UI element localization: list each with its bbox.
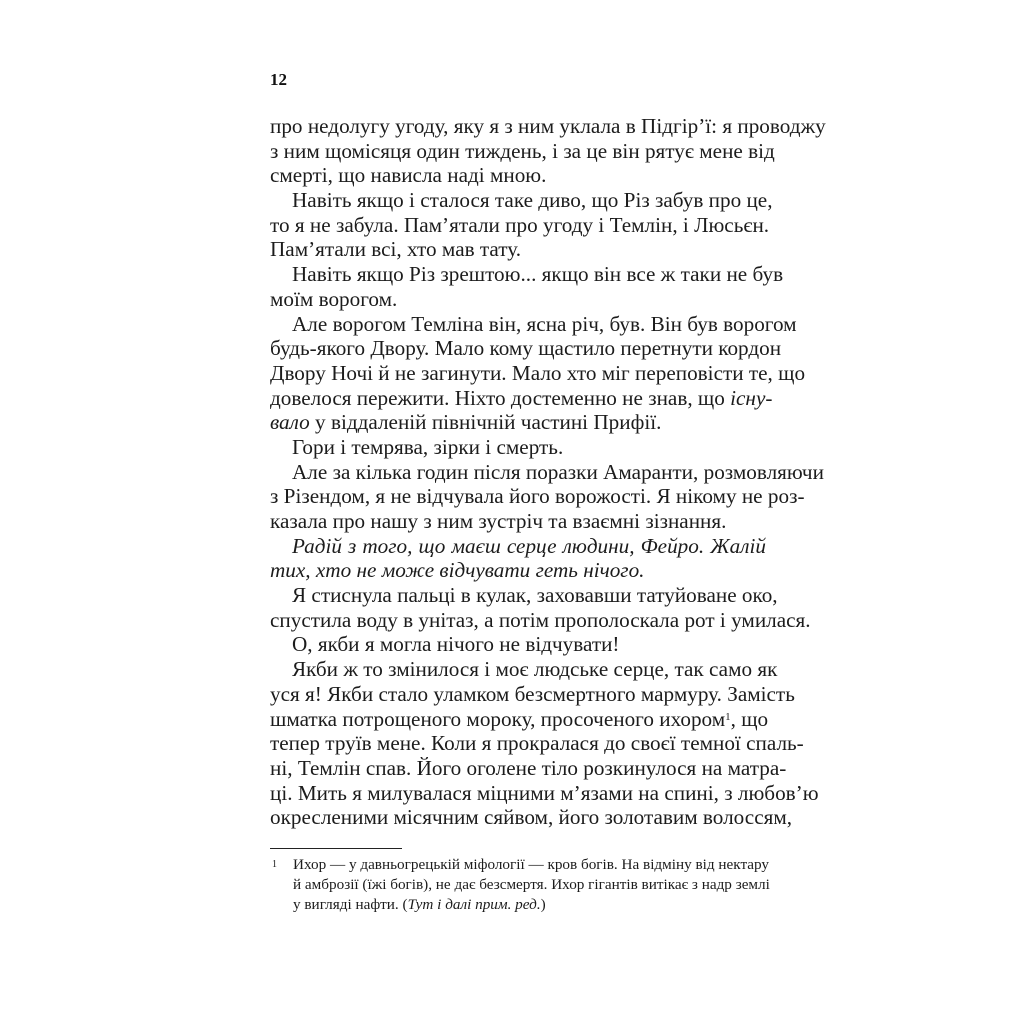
footnote-reference[interactable]: 1 — [725, 710, 731, 723]
footnote-text — [293, 855, 770, 915]
text-line: про недолугу угоду, яку я з ним уклала в Підгір’ї: я проводжу — [270, 114, 826, 138]
text-line: ці. Мить я милувалася міцними м’язами на спині, з любов’ю — [270, 780, 819, 805]
footnote-line — [293, 895, 766, 915]
italic-run: існу- — [730, 385, 773, 410]
text-line: Але за кілька годин після поразки Амаранти, розмовляючи — [292, 459, 824, 484]
text-line: смерті, що нависла наді мною. — [270, 163, 547, 188]
page-number: 12 — [270, 70, 287, 89]
text-line: моїм ворогом. — [270, 286, 398, 311]
text-line — [270, 385, 773, 411]
text-run: , що — [730, 706, 769, 731]
body-text — [270, 114, 826, 830]
text-line: Я стиснула пальці в кулак, заховавши татуйоване око, — [292, 583, 778, 608]
text-line: уся я! Якби стало уламком безсмертного мармуру. Замість — [270, 681, 795, 706]
footnote — [270, 855, 770, 915]
text-line — [270, 410, 766, 435]
text-line: Двору Ночі й не загинути. Мало хто міг переповісти те, що — [270, 360, 806, 385]
text-line: О, якби я могла нічого не відчувати! — [292, 632, 620, 657]
text-run: шматка потрощеного мороку, просоченого ихором — [270, 706, 726, 731]
italic-run: вало — [270, 410, 310, 435]
italic-run: Тут і далі прим. ред. — [407, 896, 541, 913]
text-line — [270, 706, 769, 732]
text-line: Пам’ятали всі, хто мав тату. — [270, 237, 522, 262]
text-line: спустила воду в унітаз, а потім прополоскала рот і умилася. — [270, 607, 811, 632]
footnote-marker: 1 — [272, 859, 277, 870]
text-run: у віддаленій північній частині Прифії. — [309, 410, 662, 435]
text-run: ) — [540, 896, 546, 913]
text-line: Але ворогом Темліна він, ясна річ, був. Він був ворогом — [292, 311, 797, 336]
footnote-divider — [270, 848, 402, 849]
text-line: Гори і темрява, зірки і смерть. — [292, 434, 564, 459]
text-line: Навіть якщо Різ зрештою... якщо він все ж таки не був — [292, 262, 784, 287]
text-line: Навіть якщо і сталося таке диво, що Різ забув про це, — [292, 188, 773, 213]
text-line: окресленими місячним сяйвом, його золотавим волоссям, — [270, 805, 793, 830]
text-line: Якби ж то змінилося і моє людське серце, так само як — [292, 657, 778, 682]
italic-text-line: тих, хто не може відчувати геть нічого. — [270, 558, 645, 583]
text-line: то я не забула. Пам’ятали про угоду і Темлін, і Люсьєн. — [270, 212, 770, 237]
text-line: тепер труїв мене. Коли я прокралася до своєї темної спаль- — [270, 731, 804, 756]
italic-text-line: Радій з того, що маєш серце людини, Фейро. Жалій — [292, 533, 766, 558]
footnote-line: Ихор — у давньогрецькій міфології — кров богів. На відміну від нектару — [293, 856, 770, 873]
text-line: казала про нашу з ним зустріч та взаємні зізнання. — [270, 509, 727, 533]
footnote-line: й амброзії (їжі богів), не дає безсмертя. Ихор гігантів витікає з надр землі — [293, 876, 770, 893]
text-line: з Різендом, я не відчувала його ворожості. Я нікому не роз- — [270, 484, 805, 509]
text-line: будь-якого Двору. Мало кому щастило перетнути кордон — [270, 336, 782, 361]
text-run: довелося пережити. Ніхто достеменно не знав, що — [270, 385, 731, 410]
text-line: з ним щомісяця один тиждень, і за це він рятує мене від — [270, 138, 775, 163]
text-line: ні, Темлін спав. Його оголене тіло розкинулося на матра- — [270, 755, 787, 780]
text-run: у вигляді нафти. ( — [293, 896, 408, 913]
